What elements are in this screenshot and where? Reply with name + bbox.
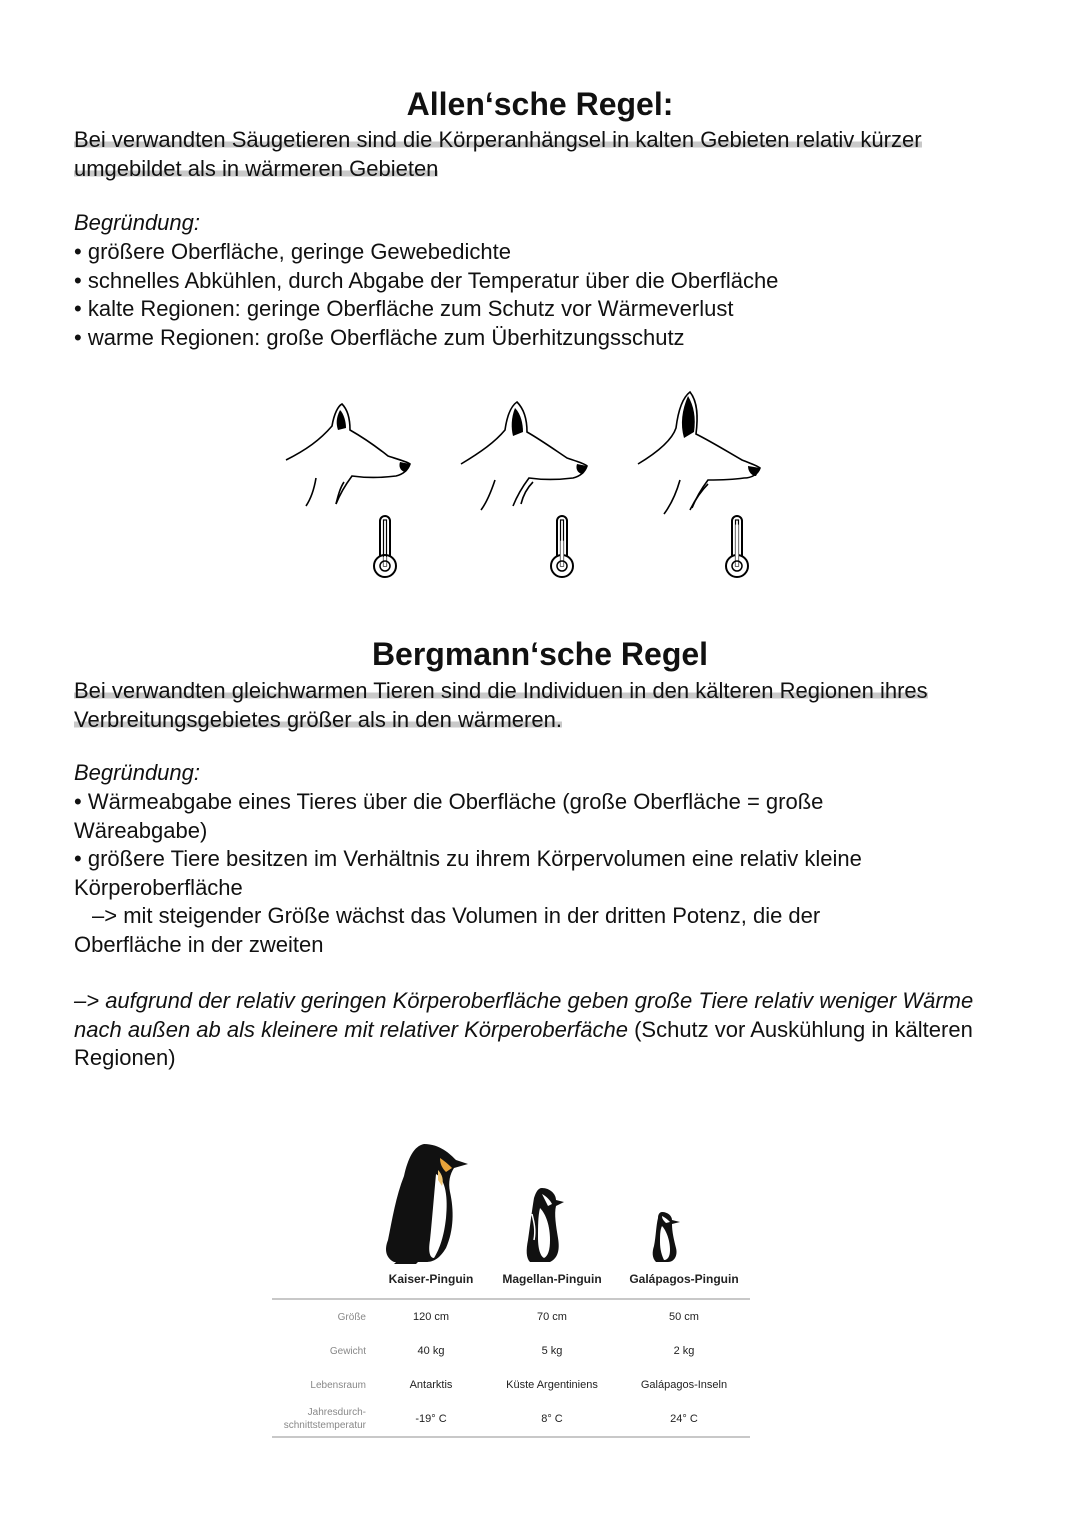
table-cell: 8° C: [486, 1402, 618, 1437]
bergmann-conclusion-italic: –> aufgrund der relativ geringen Körperoberfläche geben große Tiere relativ weniger Wärme nach außen ab als kleinere mit relativer Körperoberfäche: [74, 988, 974, 1042]
bergmann-rule-text: Bei verwandten gleichwarmen Tieren sind die Individuen in den kälteren Regionen ihres Verbreitungsgebietes größer als in den wärmeren.: [74, 678, 928, 732]
emperor-penguin-icon: [380, 1140, 472, 1264]
table-row: [272, 1334, 750, 1368]
allen-reason-label: Begründung:: [74, 210, 200, 235]
table-cell: 5 kg: [541, 1345, 563, 1357]
table-row: [272, 1402, 750, 1437]
list-item: • schnelles Abkühlen, durch Abgabe der Temperatur über die Oberfläche: [74, 267, 994, 296]
bergmann-rule: [74, 676, 954, 734]
bergmann-conclusion-plain: (Schutz vor Auskühlung in kälteren Regionen): [74, 1016, 973, 1070]
column-header: Kaiser-Pinguin: [376, 1268, 486, 1299]
fox-head-icon: [632, 388, 782, 582]
table-cell: Küste Argentiniens: [506, 1379, 598, 1391]
penguin-table: [272, 1268, 750, 1438]
list-item: • warme Regionen: große Oberfläche zum Überhitzungsschutz: [74, 324, 994, 353]
thermometer-icon: [551, 516, 573, 577]
table-header-row: [272, 1268, 750, 1299]
column-header: Magellan-Pinguin: [486, 1268, 618, 1299]
table-cell: -19° C: [376, 1402, 486, 1437]
thermometer-icon: [374, 516, 396, 577]
row-label: Gewicht: [329, 1345, 366, 1357]
table-cell: Antarktis: [409, 1379, 453, 1391]
fox-head-icon: [280, 392, 420, 582]
table-cell: Galápagos-Inseln: [640, 1379, 728, 1391]
list-item: • Wärmeabgabe eines Tieres über die Oberfläche (große Oberfläche = große Wäreabgabe): [74, 788, 934, 845]
bergmann-title: Bergmann‘sche Regel: [371, 636, 709, 672]
table-row: [272, 1368, 750, 1402]
table-cell: 40 kg: [417, 1345, 445, 1357]
thermometer-icon: [726, 516, 748, 577]
thermometer-level: [561, 541, 564, 566]
allen-rule: [74, 125, 1004, 183]
allen-bullet-list: [74, 238, 994, 352]
bergmann-reason-label: Begründung:: [74, 760, 200, 785]
list-item: • kalte Regionen: geringe Oberfläche zum Schutz vor Wärmeverlust: [74, 295, 994, 324]
table-row: [272, 1299, 750, 1334]
table-cell: 70 cm: [537, 1311, 567, 1323]
row-label: Größe: [337, 1311, 366, 1323]
galapagos-penguin-icon: [648, 1210, 684, 1264]
table-cell: 2 kg: [673, 1345, 695, 1357]
allen-rule-text: Bei verwandten Säugetieren sind die Körperanhängsel in kalten Gebieten relativ kürzer umgebildet als in wärmeren Gebieten: [74, 127, 922, 181]
table-cell: 24° C: [618, 1402, 750, 1437]
bergmann-conclusion: [74, 987, 974, 1073]
column-header: Galápagos-Pinguin: [618, 1268, 750, 1299]
table-cell: 120 cm: [412, 1311, 450, 1323]
list-item: • größere Tiere besitzen im Verhältnis zu ihrem Körpervolumen eine relativ kleine Körperoberfläche: [74, 845, 934, 902]
list-item: • größere Oberfläche, geringe Gewebedichte: [74, 238, 994, 267]
thermometer-level: [736, 525, 739, 566]
magellan-penguin-icon: [520, 1186, 570, 1264]
table-cell: 50 cm: [669, 1311, 699, 1323]
row-label: Jahresdurch- schnittstemperatur: [272, 1402, 376, 1437]
bergmann-arrow-note: –> mit steigender Größe wächst das Volumen in der dritten Potenz, die der Oberfläche in der zweiten: [74, 903, 821, 957]
allen-title: Allen‘sche Regel:: [406, 86, 674, 122]
bergmann-bullet-list: [74, 788, 934, 902]
fox-head-icon: [455, 392, 600, 582]
row-label: Lebensraum: [310, 1379, 366, 1391]
table-corner: [272, 1268, 376, 1299]
